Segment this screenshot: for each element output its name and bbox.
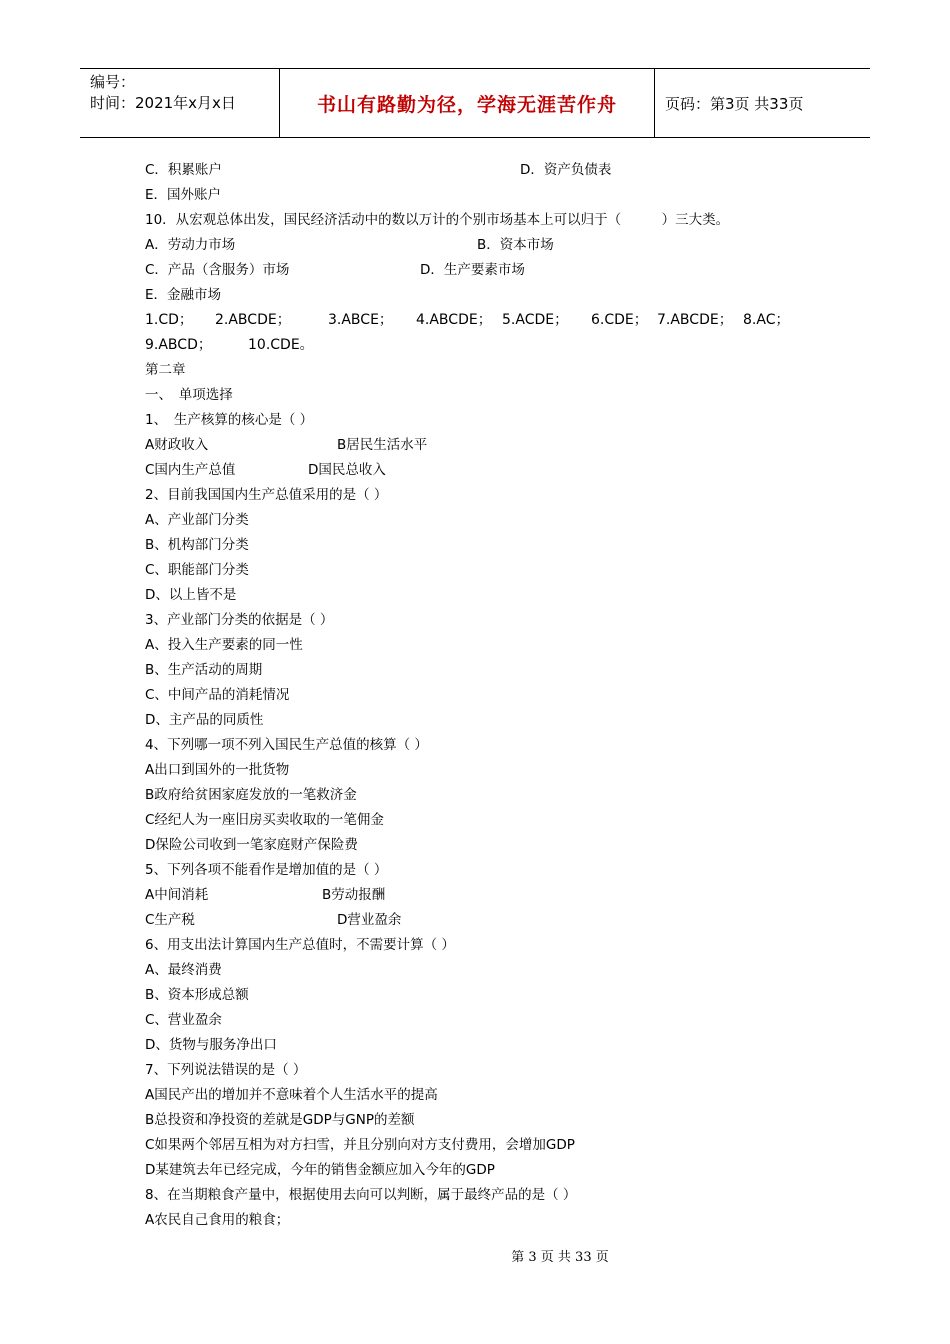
header-motto: 书山有路勤为径，学海无涯苦作舟: [280, 69, 655, 137]
option-d: D．生产要素市场: [420, 262, 525, 278]
chapter-title: 第二章: [145, 362, 186, 378]
answer-row: [145, 308, 825, 333]
option-d: D保险公司收到一笔家庭财产保险费: [145, 837, 358, 853]
option-b: B居民生活水平: [337, 437, 428, 453]
option-d: D．资产负债表: [520, 162, 612, 178]
answer-row: [145, 333, 825, 358]
option-a: A农民自己食用的粮食；: [145, 1212, 290, 1228]
option-b: B总投资和净投资的差就是GDP与GNP的差额: [145, 1112, 415, 1128]
option-d: D营业盈余: [337, 912, 402, 928]
question-4: 4、下列哪一项不列入国民生产总值的核算（ ）: [145, 737, 428, 753]
time-label: 时间：2021年x月x日: [90, 94, 236, 112]
option-a: A、最终消费: [145, 962, 222, 978]
header-page-info: 页码：第3页 共33页: [665, 94, 804, 113]
option-row: [145, 433, 825, 458]
option-e: E．国外账户: [145, 187, 222, 203]
question-10: 10．从宏观总体出发，国民经济活动中的数以万计的个别市场基本上可以归于（ ）三大类。: [145, 212, 730, 228]
option-a: A．劳动力市场: [145, 237, 236, 253]
option-c: C国内生产总值: [145, 462, 236, 478]
option-a: A中间消耗: [145, 887, 209, 903]
option-d: D、货物与服务净出口: [145, 1037, 277, 1053]
question-3: 3、产业部门分类的依据是（ ）: [145, 612, 334, 628]
option-row: [145, 883, 825, 908]
section-title: 一、 单项选择: [145, 387, 233, 403]
question-5: 5、下列各项不能看作是增加值的是（ ）: [145, 862, 388, 878]
answer: 3.ABCE；: [328, 312, 393, 328]
answer: 4.ABCDE；: [416, 312, 492, 328]
option-row: [145, 158, 825, 183]
question-2: 2、目前我国国内生产总值采用的是（ ）: [145, 487, 388, 503]
option-c: C如果两个邻居互相为对方扫雪，并且分别向对方支付费用，会增加GDP: [145, 1137, 575, 1153]
page-header: [80, 68, 870, 138]
option-c: C经纪人为一座旧房买卖收取的一笔佣金: [145, 812, 384, 828]
question-7: 7、下列说法错误的是（ ）: [145, 1062, 307, 1078]
option-d: D、主产品的同质性: [145, 712, 264, 728]
option-row: [145, 233, 825, 258]
answer: 10.CDE。: [248, 337, 314, 353]
option-d: D、以上皆不是: [145, 587, 237, 603]
option-row: [145, 908, 825, 933]
option-a: A国民产出的增加并不意味着个人生活水平的提高: [145, 1087, 438, 1103]
option-c: C、营业盈余: [145, 1012, 222, 1028]
option-d: D某建筑去年已经完成，今年的销售金额应加入今年的GDP: [145, 1162, 495, 1178]
option-c: C．积累账户: [145, 162, 222, 178]
answer: 1.CD；: [145, 312, 193, 328]
answer: 2.ABCDE；: [215, 312, 291, 328]
option-b: B劳动报酬: [322, 887, 386, 903]
option-c: C、中间产品的消耗情况: [145, 687, 290, 703]
answer: 5.ACDE；: [502, 312, 569, 328]
question-6: 6、用支出法计算国内生产总值时，不需要计算（ ）: [145, 937, 455, 953]
header-meta: [80, 69, 280, 137]
option-e: E．金融市场: [145, 287, 222, 303]
answer: 7.ABCDE；: [657, 312, 733, 328]
document-body: [145, 158, 825, 1233]
option-a: A财政收入: [145, 437, 209, 453]
option-row: [145, 458, 825, 483]
option-a: A、产业部门分类: [145, 512, 249, 528]
answer: 8.AC；: [743, 312, 790, 328]
option-a: A出口到国外的一批货物: [145, 762, 290, 778]
option-b: B政府给贫困家庭发放的一笔救济金: [145, 787, 357, 803]
option-row: [145, 258, 825, 283]
page-footer: 第 3 页 共 33 页: [511, 1250, 609, 1265]
option-c: C、职能部门分类: [145, 562, 249, 578]
option-b: B、生产活动的周期: [145, 662, 263, 678]
option-d: D国民总收入: [308, 462, 386, 478]
option-b: B、机构部门分类: [145, 537, 249, 553]
option-c: C生产税: [145, 912, 195, 928]
answer: 6.CDE；: [591, 312, 648, 328]
option-b: B．资本市场: [477, 237, 554, 253]
option-c: C．产品（含服务）市场: [145, 262, 290, 278]
answer: 9.ABCD；: [145, 337, 212, 353]
option-b: B、资本形成总额: [145, 987, 249, 1003]
question-8: 8、在当期粮食产量中，根据使用去向可以判断，属于最终产品的是（ ）: [145, 1187, 577, 1203]
serial-label: 编号：: [90, 73, 136, 91]
option-a: A、投入生产要素的同一性: [145, 637, 303, 653]
question-1: 1、 生产核算的核心是（ ）: [145, 412, 314, 428]
